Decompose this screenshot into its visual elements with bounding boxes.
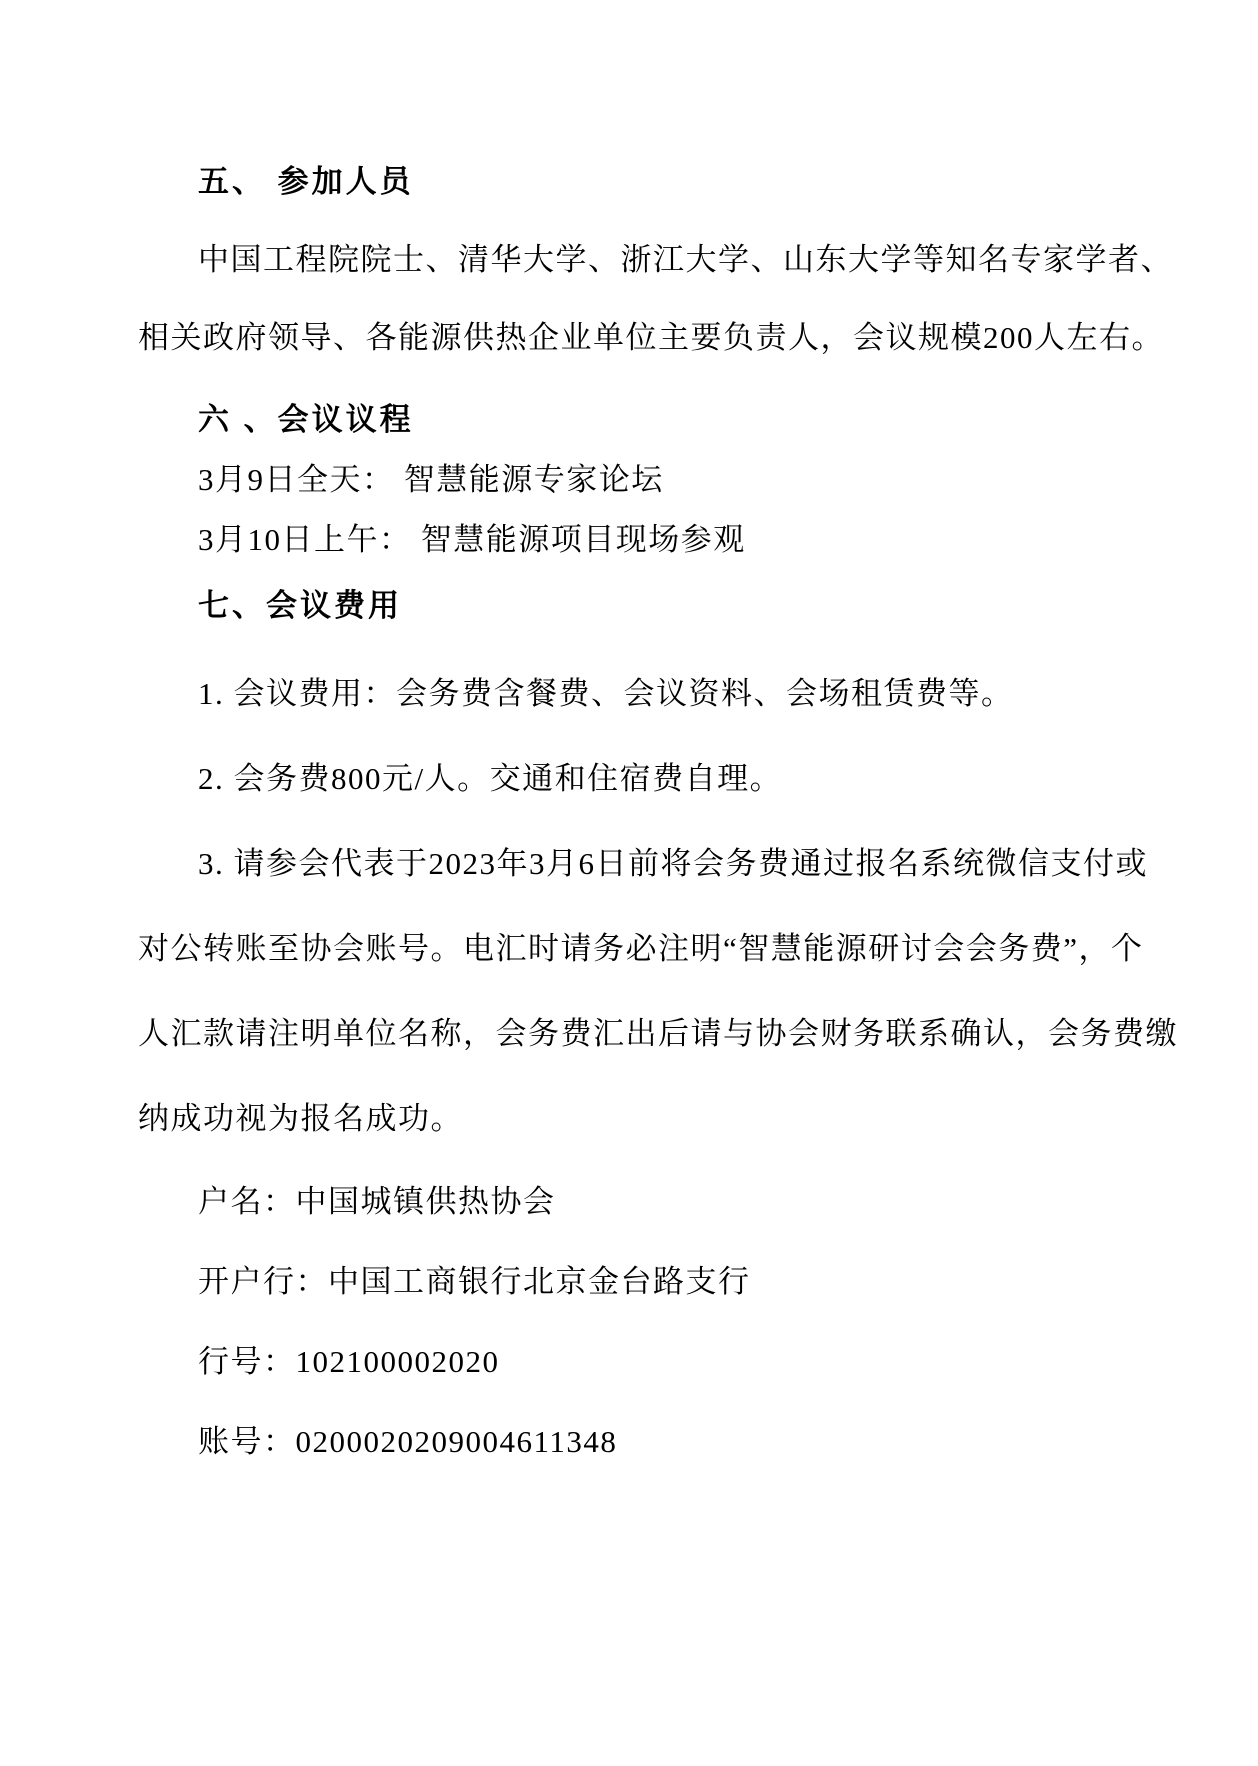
fees-item-3-line-3: 人汇款请注明单位名称，会务费汇出后请与协会财务联系确认，会务费缴 bbox=[138, 1016, 1178, 1051]
section-heading-agenda: 六 、会议议程 bbox=[198, 402, 414, 437]
fees-item-3-line-4: 纳成功视为报名成功。 bbox=[138, 1101, 463, 1136]
bank-number-line: 行号：102100002020 bbox=[198, 1344, 500, 1379]
bank-account-line: 账号：0200020209004611348 bbox=[198, 1424, 618, 1459]
bank-holder-line: 户名：中国城镇供热协会 bbox=[198, 1184, 556, 1219]
fees-item-1: 1. 会议费用：会务费含餐费、会议资料、会场租赁费等。 bbox=[198, 676, 1014, 711]
agenda-line-1: 3月9日全天： 智慧能源专家论坛 bbox=[198, 462, 664, 497]
agenda-line-2: 3月10日上午： 智慧能源项目现场参观 bbox=[198, 522, 746, 557]
participants-line-1: 中国工程院院士、清华大学、浙江大学、山东大学等知名专家学者、 bbox=[198, 242, 1173, 277]
section-heading-fees: 七、会议费用 bbox=[198, 588, 402, 623]
bank-name-line: 开户行：中国工商银行北京金台路支行 bbox=[198, 1264, 751, 1299]
fees-item-2: 2. 会务费800元/人。交通和住宿费自理。 bbox=[198, 761, 783, 796]
fees-item-3-line-1: 3. 请参会代表于2023年3月6日前将会务费通过报名系统微信支付或 bbox=[198, 846, 1148, 881]
participants-line-2: 相关政府领导、各能源供热企业单位主要负责人，会议规模200人左右。 bbox=[138, 320, 1164, 355]
fees-item-3-line-2: 对公转账至协会账号。电汇时请务必注明“智慧能源研讨会会务费”，个 bbox=[138, 931, 1144, 966]
section-heading-participants: 五、 参加人员 bbox=[198, 164, 414, 199]
